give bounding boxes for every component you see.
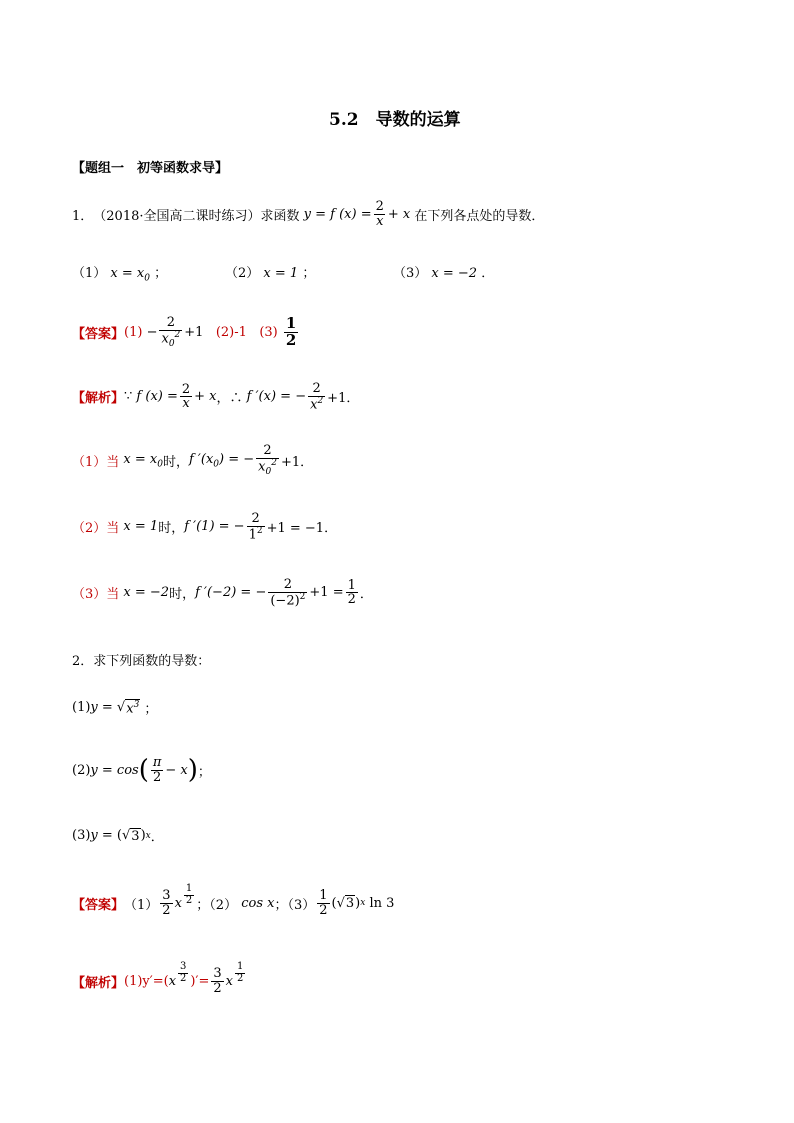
answer-label: 【答案】 (72, 327, 125, 342)
page-title: 5.2 导数的运算 (329, 110, 461, 130)
question-1-function: y = f (x) = (299, 206, 372, 222)
plus-x: + x (387, 206, 415, 222)
analysis-label: 【解析】 (72, 391, 125, 407)
question-1-stem-pre: 求函数 (260, 208, 300, 224)
question-2-part-2: (2) y = cos ( $\frac{\pi}{2}$ − x ) ； (72, 755, 211, 786)
question-2-part-3: (3) y = (√ 3 ) x ． (72, 828, 164, 845)
analysis-2-label: 【解析】 (72, 975, 125, 991)
question-1-number: 1． (72, 208, 94, 224)
analysis-1: 【解析】 ∵ f (x) = $\frac{2}{x}$ + x ，∴ f ′(x) = − $\frac{2}{x^2}$ +1． (72, 381, 360, 412)
answer-1: 【答案】 (1) − $\frac{2}{x_0^2}$ +1 (2)-1 (3) $\frac{1}{2}$ (72, 314, 297, 349)
answer-2: 【答案】 （1） $\frac{3}{2}$ x $\frac{1}{2}$ ；（2） cos x ；（3） $\frac{1}{2}$ (√ 3 ) x ln 3 (72, 883, 395, 918)
fraction-2-over-x0-squared: $\frac{2}{x_0^2}$ (161, 315, 181, 349)
question-1-part-1: （1） $x = x_0$ ； (72, 266, 168, 284)
question-2-part-1: (1) y = √ $x^3$ ； (72, 699, 158, 717)
fraction-2-over-x: $\frac{2}{x}$ (375, 199, 384, 229)
section-label: 【题组一 初等函数求导】 (72, 161, 229, 176)
analysis-2: 【解析】 (1)y′=( x $\frac{3}{2}$ )′= $\frac{3}{2}$ x $\frac{1}{2}$ (72, 961, 244, 996)
answer-2-label: 【答案】 (72, 897, 125, 913)
question-1-source: （2018·全国高二课时练习） (93, 208, 261, 224)
question-1-stem-post: 在下列各点处的导数． (414, 208, 545, 224)
analysis-case-1: （1）当 $x = x_0$ 时， f $'(x_0)$ = − $\frac{2}{x_0^2}$ +1． (72, 443, 314, 477)
analysis-case-3: （3）当 x = −2 时， f ′(−2) = − $\frac{2}{(-2)^2}$ +1 = $\frac{1}{2}$ ． (72, 577, 373, 608)
fraction-one-half: $\frac{1}{2}$ (285, 314, 297, 349)
question-1-stem (72, 200, 544, 228)
analysis-case-2: （2）当 x = 1 时， f ′(1) = − $\frac{2}{1^2}$ +1 = −1． (72, 511, 338, 542)
question-2-stem: 2．求下列函数的导数： (72, 654, 211, 669)
question-1-part-2: （2） x = 1 ； (225, 266, 316, 281)
question-1-part-3: （3） x = −2 ． (393, 266, 495, 281)
